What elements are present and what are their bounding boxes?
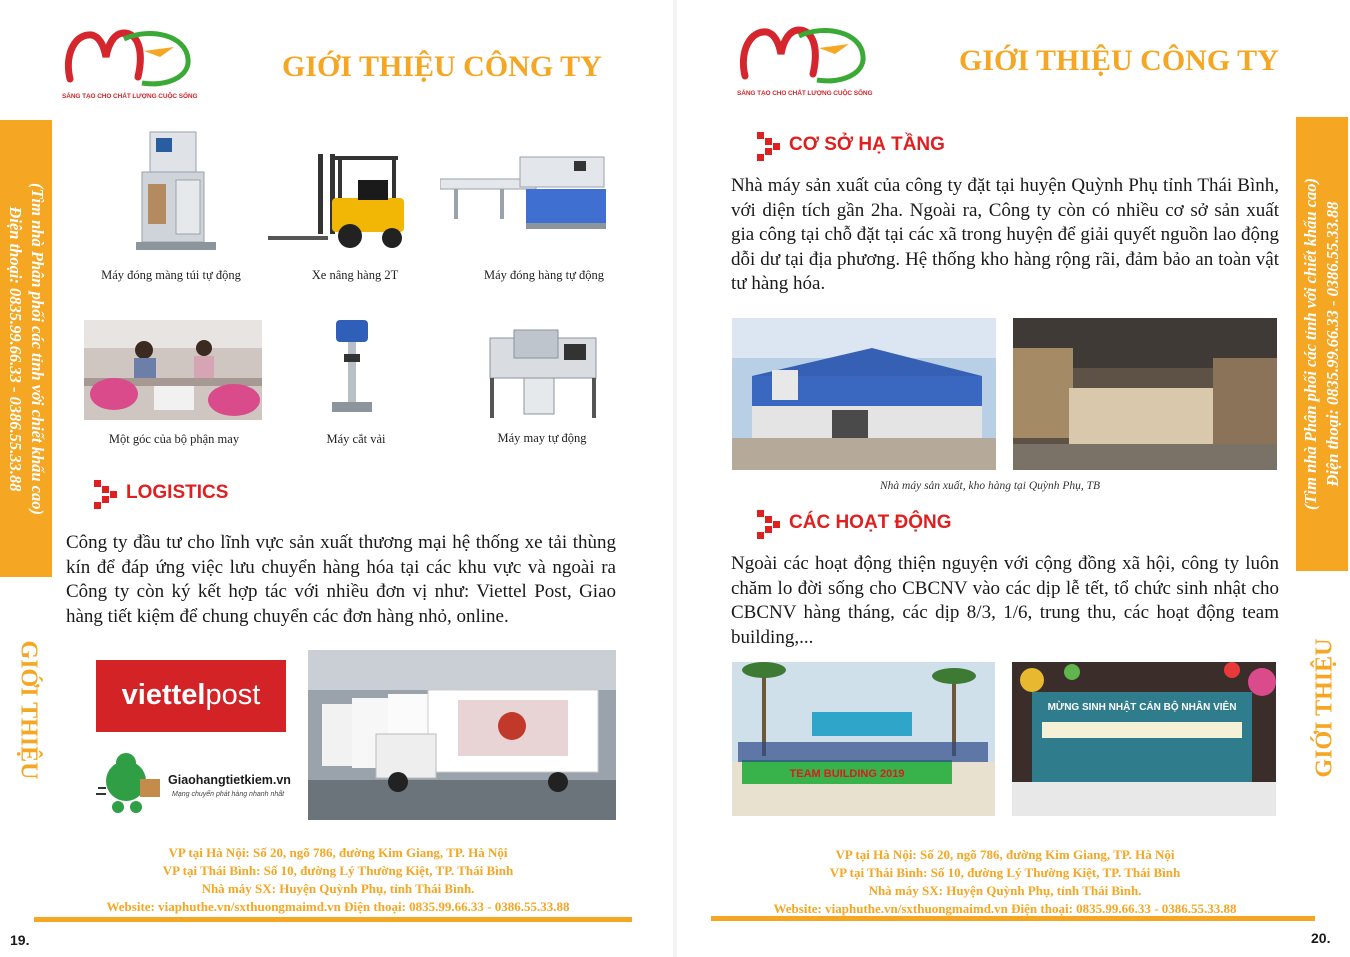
forklift-photo bbox=[268, 150, 410, 250]
right-page bbox=[675, 0, 1350, 957]
infrastructure-heading-text: CƠ SỞ HẠ TẦNG bbox=[789, 134, 945, 155]
ghtk-name: Giaohangtietkiem.vn bbox=[168, 773, 291, 787]
footer-line-factory: Nhà máy SX: Huyện Quỳnh Phụ, tỉnh Thái Bình. bbox=[201, 881, 475, 896]
caption-sewing-department: Một góc của bộ phận may bbox=[108, 432, 240, 446]
viettel-post-logo: viettelpost bbox=[96, 660, 286, 732]
logo-slogan: SÁNG TẠO CHO CHẤT LƯỢNG CUỘC SỐNG bbox=[62, 93, 198, 100]
side-contact-line2: Điện thoại: 0835.99.66.33 - 0386.55.33.88 bbox=[1323, 201, 1342, 487]
flow-wrap-machine-photo bbox=[440, 155, 612, 235]
side-section-label: GIỚI THIỆU bbox=[1311, 638, 1338, 778]
ghtk-tagline: Mạng chuyển phát hàng nhanh nhất bbox=[172, 791, 285, 798]
section-arrow-icon bbox=[755, 130, 785, 162]
page-number: 20. bbox=[1311, 930, 1331, 946]
factory-exterior-photo bbox=[732, 318, 996, 470]
caption-packaging-machine: Máy đóng màng túi tự động bbox=[101, 268, 241, 282]
side-contact-band bbox=[0, 120, 52, 577]
caption-forklift: Xe nâng hàng 2T bbox=[311, 268, 399, 282]
side-contact-line2: Điện thoại: 0835.99.66.33 - 0386.55.33.88 bbox=[6, 205, 25, 492]
activities-paragraph: Ngoài các hoạt động thiện nguyện với cộng đồng xã hội, công ty luôn chăm lo đời sống cho CBCNV vào các dịp lễ tết, tổ chức sinh nhật cho CBCNV hàng tháng, các dịp 8/3, 1/6, trung thu, các hoạt động team building,... bbox=[731, 553, 1279, 648]
side-contact-line1: (Tìm nhà Phân phối các tỉnh với chiết khấu cao) bbox=[1301, 178, 1320, 511]
logistics-heading-text: LOGISTICS bbox=[126, 482, 229, 503]
caption-fabric-cutter: Máy cắt vải bbox=[326, 432, 386, 446]
footer-rule bbox=[34, 917, 632, 922]
footer-line-website: Website: viaphuthe.vn/sxthuongmaimd.vn Điện thoại: 0835.99.66.33 - 0386.55.33.88 bbox=[106, 899, 570, 914]
team-building-photo bbox=[732, 662, 995, 816]
company-logo bbox=[62, 25, 202, 105]
side-contact-line1: (Tìm nhà Phân phối các tỉnh với chiết khấu cao) bbox=[28, 182, 47, 515]
sewing-department-photo bbox=[84, 320, 262, 420]
footer-rule bbox=[711, 916, 1315, 921]
page-title: GIỚI THIỆU CÔNG TY bbox=[282, 50, 602, 83]
footer-line-website: Website: viaphuthe.vn/sxthuongmaimd.vn Điện thoại: 0835.99.66.33 - 0386.55.33.88 bbox=[773, 901, 1237, 916]
packaging-machine-photo bbox=[128, 128, 228, 263]
caption-flow-wrap-machine: Máy đóng hàng tự động bbox=[484, 268, 604, 282]
activities-heading bbox=[755, 508, 1015, 542]
side-section-label: GIỚI THIỆU bbox=[15, 640, 42, 780]
section-arrow-icon bbox=[92, 478, 122, 510]
footer-contact bbox=[60, 844, 616, 916]
fabric-cutter-photo bbox=[326, 316, 378, 422]
side-contact-text bbox=[1300, 119, 1344, 569]
footer-line-thaibinh: VP tại Thái Bình: Số 10, đường Lý Thường Kiệt, TP. Thái Bình bbox=[829, 865, 1181, 880]
footer-contact bbox=[731, 846, 1279, 918]
ghtk-logo bbox=[96, 745, 296, 820]
footer-line-factory: Nhà máy SX: Huyện Quỳnh Phụ, tỉnh Thái Bình. bbox=[868, 883, 1142, 898]
logistics-heading bbox=[92, 478, 332, 512]
company-logo bbox=[737, 22, 877, 102]
logistics-paragraph: Công ty đầu tư cho lĩnh vực sản xuất thương mại hệ thống xe tải thùng kín để đáp ứng việc lưu chuyển hàng hóa tại các khu vực và ngoài ra Công ty còn ký kết hợp tác với nhiều đơn vị như: Viettel Post, Giao hàng tiết kiệm để chung chuyển các đơn hàng nhỏ, online. bbox=[66, 532, 616, 627]
page-title: GIỚI THIỆU CÔNG TY bbox=[959, 44, 1279, 77]
delivery-trucks-photo bbox=[308, 650, 616, 820]
side-contact-text bbox=[4, 124, 48, 574]
infrastructure-paragraph: Nhà máy sản xuất của công ty đặt tại huyện Quỳnh Phụ tỉnh Thái Bình, với diện tích gần 2ha. Ngoài ra, Công ty còn có nhiều cơ sở sản xuất gia công tại chỗ đặt tại các xã trong huyện để giải quyết nguồn lao động dỗi dư tại địa phương. Hệ thống kho hàng rộng rãi, đảm bảo an toàn vật tư hàng hóa. bbox=[731, 175, 1279, 294]
logo-slogan: SÁNG TẠO CHO CHẤT LƯỢNG CUỘC SỐNG bbox=[737, 90, 873, 97]
infrastructure-heading bbox=[755, 130, 1015, 164]
footer-line-hanoi: VP tại Hà Nội: Số 20, ngõ 786, đường Kim Giang, TP. Hà Nội bbox=[168, 845, 508, 860]
auto-sewing-machine-photo bbox=[484, 326, 602, 422]
party-banner-text: MỪNG SINH NHẬT CÁN BỘ NHÂN VIÊN bbox=[1047, 702, 1237, 713]
warehouse-photo bbox=[1013, 318, 1277, 470]
caption-auto-sewing-machine: Máy may tự động bbox=[497, 431, 587, 445]
infrastructure-photo-caption: Nhà máy sản xuất, kho hàng tại Quỳnh Phụ, TB bbox=[880, 480, 1101, 492]
side-contact-band bbox=[1296, 117, 1348, 571]
birthday-party-photo bbox=[1012, 662, 1276, 816]
team-building-banner-text: TEAM BUILDING 2019 bbox=[789, 768, 905, 780]
page-number: 19. bbox=[10, 932, 30, 948]
footer-line-thaibinh: VP tại Thái Bình: Số 10, đường Lý Thường Kiệt, TP. Thái Bình bbox=[162, 863, 514, 878]
section-arrow-icon bbox=[755, 508, 785, 540]
activities-heading-text: CÁC HOẠT ĐỘNG bbox=[789, 512, 952, 533]
footer-line-hanoi: VP tại Hà Nội: Số 20, ngõ 786, đường Kim Giang, TP. Hà Nội bbox=[835, 847, 1175, 862]
